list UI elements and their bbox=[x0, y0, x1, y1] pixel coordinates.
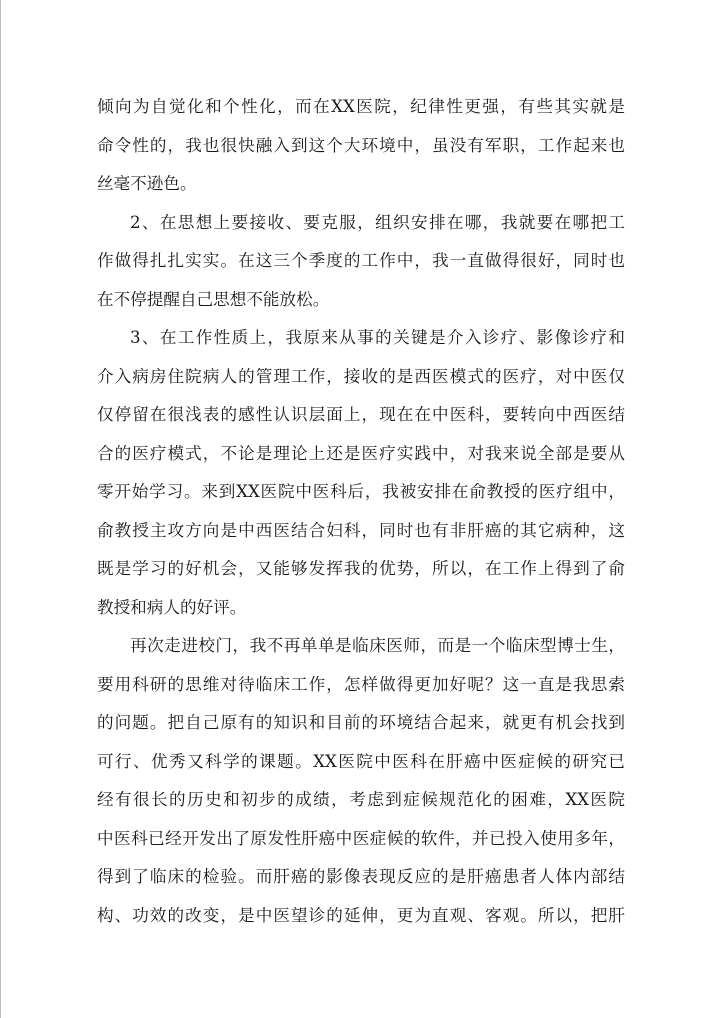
text-line: 介入病房住院病人的管理工作，接收的是西医模式的医疗，对中医仅 bbox=[97, 366, 625, 386]
text-line: 经有很长的历史和初步的成绩，考虑到症候规范化的困难，XX医院 bbox=[97, 790, 625, 809]
text-line: 丝毫不逊色。 bbox=[97, 174, 197, 193]
text-line: 要用科研的思维对待临床工作，怎样做得更加好呢？这一直是我思索 bbox=[97, 674, 625, 694]
text-line: 得到了临床的检验。而肝癌的影像表现反应的是肝癌患者人体内部结 bbox=[97, 867, 625, 886]
document-body bbox=[97, 88, 625, 935]
text-line: 再次走进校门，我不再单单是临床医师，而是一个临床型博士生， bbox=[130, 636, 625, 655]
text-line: 中医科已经开发出了原发性肝癌中医症候的软件，并已投入使用多年， bbox=[97, 828, 625, 848]
paragraph-1 bbox=[97, 88, 625, 204]
text-line: 命令性的，我也很快融入到这个大环境中，虽没有军职，工作起来也 bbox=[97, 135, 625, 155]
paragraph-4 bbox=[97, 627, 625, 935]
text-line: 教授和病人的好评。 bbox=[97, 597, 247, 617]
text-line: 既是学习的好机会，又能够发挥我的优势，所以，在工作上得到了俞 bbox=[97, 559, 625, 578]
paragraph-2 bbox=[97, 204, 625, 320]
text-line: 2、在思想上要接收、要克服，组织安排在哪，我就要在哪把工 bbox=[130, 212, 625, 232]
text-line: 零开始学习。来到XX医院中医科后，我被安排在俞教授的医疗组中， bbox=[97, 482, 625, 501]
page-left-border bbox=[0, 0, 1, 1018]
text-line: 仅停留在很浅表的感性认识层面上，现在在中医科，要转向中西医结 bbox=[97, 405, 625, 424]
text-line: 的问题。把自己原有的知识和目前的环境结合起来，就更有机会找到 bbox=[97, 713, 625, 732]
text-line: 作做得扎扎实实。在这三个季度的工作中，我一直做得很好，同时也 bbox=[97, 251, 625, 270]
text-line: 俞教授主攻方向是中西医结合妇科，同时也有非肝癌的其它病种，这 bbox=[97, 520, 625, 540]
text-line: 倾向为自觉化和个性化，而在XX医院，纪律性更强，有些其实就是 bbox=[97, 97, 625, 116]
text-line: 构、功效的改变，是中医望诊的延伸，更为直观、客观。所以，把肝 bbox=[97, 905, 625, 925]
text-line: 3、在工作性质上，我原来从事的关键是介入诊疗、影像诊疗和 bbox=[130, 328, 625, 347]
text-line: 可行、优秀又科学的课题。XX医院中医科在肝癌中医症候的研究已 bbox=[97, 751, 625, 771]
text-line: 在不停提醒自己思想不能放松。 bbox=[97, 289, 330, 309]
text-line: 合的医疗模式，不论是理论上还是医疗实践中，对我来说全部是要从 bbox=[97, 443, 625, 463]
paragraph-3 bbox=[97, 319, 625, 627]
